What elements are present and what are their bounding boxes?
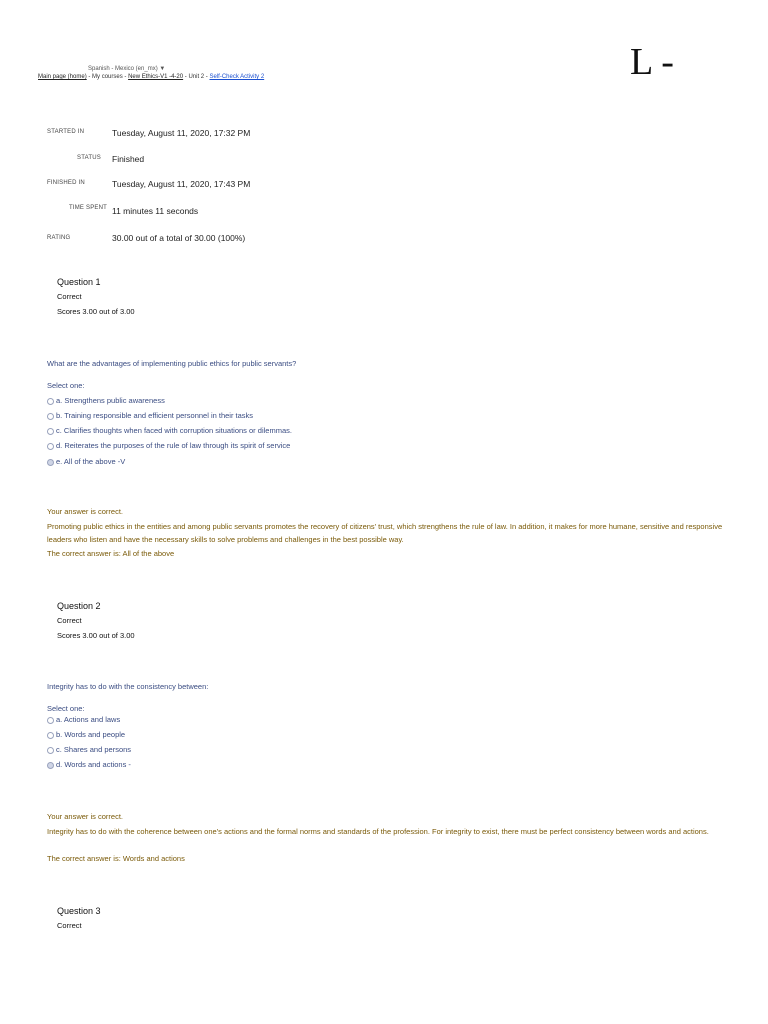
question-1-option-e[interactable] bbox=[47, 457, 125, 466]
question-2-text: Integrity has to do with the consistency between: bbox=[47, 682, 209, 691]
question-3-title: Question 3 bbox=[57, 906, 101, 916]
question-1-score: Scores 3.00 out of 3.00 bbox=[57, 307, 135, 316]
question-1-correct-answer: The correct answer is: All of the above bbox=[47, 549, 175, 558]
started-label: STARTED IN bbox=[47, 129, 85, 135]
question-1-option-a[interactable] bbox=[47, 396, 165, 405]
option-label: a. Actions and laws bbox=[56, 715, 121, 724]
radio-icon[interactable] bbox=[47, 717, 54, 724]
question-2-option-a[interactable] bbox=[47, 715, 120, 724]
language-selector[interactable]: Spanish - Mexico (en_mx) ▼ bbox=[88, 66, 166, 72]
option-label: e. All of the above -V bbox=[56, 457, 126, 466]
option-label: d. Reiterates the purposes of the rule of law through its spirit of service bbox=[56, 441, 291, 450]
breadcrumb-my-courses: My courses bbox=[92, 74, 123, 80]
question-1-option-d[interactable] bbox=[47, 441, 290, 450]
started-value: Tuesday, August 11, 2020, 17:32 PM bbox=[112, 128, 251, 138]
question-2-option-d[interactable] bbox=[47, 760, 131, 769]
question-2-state: Correct bbox=[57, 616, 82, 625]
breadcrumb-separator: - bbox=[122, 74, 129, 80]
question-2-score: Scores 3.00 out of 3.00 bbox=[57, 631, 135, 640]
question-2-option-c[interactable] bbox=[47, 745, 131, 754]
radio-icon[interactable] bbox=[47, 428, 54, 435]
question-1-text: What are the advantages of implementing public ethics for public servants? bbox=[47, 359, 297, 368]
time-spent-label: TIME SPENT bbox=[69, 205, 108, 211]
breadcrumb-home-link[interactable]: Main page (home) bbox=[38, 74, 87, 80]
question-1-state: Correct bbox=[57, 292, 82, 301]
radio-selected-icon[interactable] bbox=[47, 459, 54, 466]
radio-icon[interactable] bbox=[47, 732, 54, 739]
option-label: c. Clarifies thoughts when faced with corruption situations or dilemmas. bbox=[56, 426, 292, 435]
corner-mark: L - bbox=[630, 41, 674, 83]
question-1-option-c[interactable] bbox=[47, 426, 292, 435]
question-1-feedback-title: Your answer is correct. bbox=[47, 507, 124, 516]
breadcrumb-course-link[interactable]: New Ethics-V1 -4-20 bbox=[128, 74, 184, 80]
breadcrumb-separator: - bbox=[204, 74, 210, 80]
question-2-select-label: Select one: bbox=[47, 704, 85, 713]
radio-icon[interactable] bbox=[47, 747, 54, 754]
finished-label: FINISHED IN bbox=[47, 180, 85, 186]
breadcrumb-separator: - bbox=[86, 74, 93, 80]
question-1-feedback-body: Promoting public ethics in the entities and among public servants promotes the recovery of citizens' trust, which strengthens the rule of law. In addition, it makes for more humane, sensitive and responsive leaders who listen and have the necessary skills to solve problems and challenges in the best possible way. bbox=[47, 522, 723, 544]
finished-value: Tuesday, August 11, 2020, 17:43 PM bbox=[112, 179, 251, 189]
question-2-option-b[interactable] bbox=[47, 730, 125, 739]
question-1-option-b[interactable] bbox=[47, 411, 253, 420]
radio-icon[interactable] bbox=[47, 443, 54, 450]
rating-value: 30.00 out of a total of 30.00 (100%) bbox=[112, 233, 246, 243]
breadcrumb-activity-link[interactable]: Self-Check Activity 2 bbox=[209, 74, 265, 80]
question-2-correct-answer: The correct answer is: Words and actions bbox=[47, 854, 185, 863]
radio-icon[interactable] bbox=[47, 398, 54, 405]
question-1-title: Question 1 bbox=[57, 277, 101, 287]
status-value: Finished bbox=[112, 154, 145, 164]
question-2-feedback-body: Integrity has to do with the coherence between one's actions and the formal norms and standards of the profession. For integrity to exist, there must be perfect consistency between words and actions. bbox=[47, 827, 709, 836]
rating-label: RATING bbox=[47, 235, 71, 241]
breadcrumb-separator: - bbox=[183, 74, 189, 80]
option-label: c. Shares and persons bbox=[56, 745, 132, 754]
status-label: STATUS bbox=[77, 155, 101, 161]
option-label: b. Words and people bbox=[56, 730, 126, 739]
breadcrumb bbox=[38, 74, 264, 80]
radio-icon[interactable] bbox=[47, 413, 54, 420]
option-label: b. Training responsible and efficient personnel in their tasks bbox=[56, 411, 254, 420]
time-spent-value: 11 minutes 11 seconds bbox=[112, 206, 199, 216]
option-label: a. Strengthens public awareness bbox=[56, 396, 165, 405]
breadcrumb-unit: Unit 2 bbox=[188, 74, 205, 80]
radio-selected-icon[interactable] bbox=[47, 762, 54, 769]
option-label: d. Words and actions - bbox=[56, 760, 131, 769]
question-2-feedback-title: Your answer is correct. bbox=[47, 812, 124, 821]
question-2-title: Question 2 bbox=[57, 601, 101, 611]
question-3-state: Correct bbox=[57, 921, 82, 930]
question-1-select-label: Select one: bbox=[47, 381, 85, 390]
